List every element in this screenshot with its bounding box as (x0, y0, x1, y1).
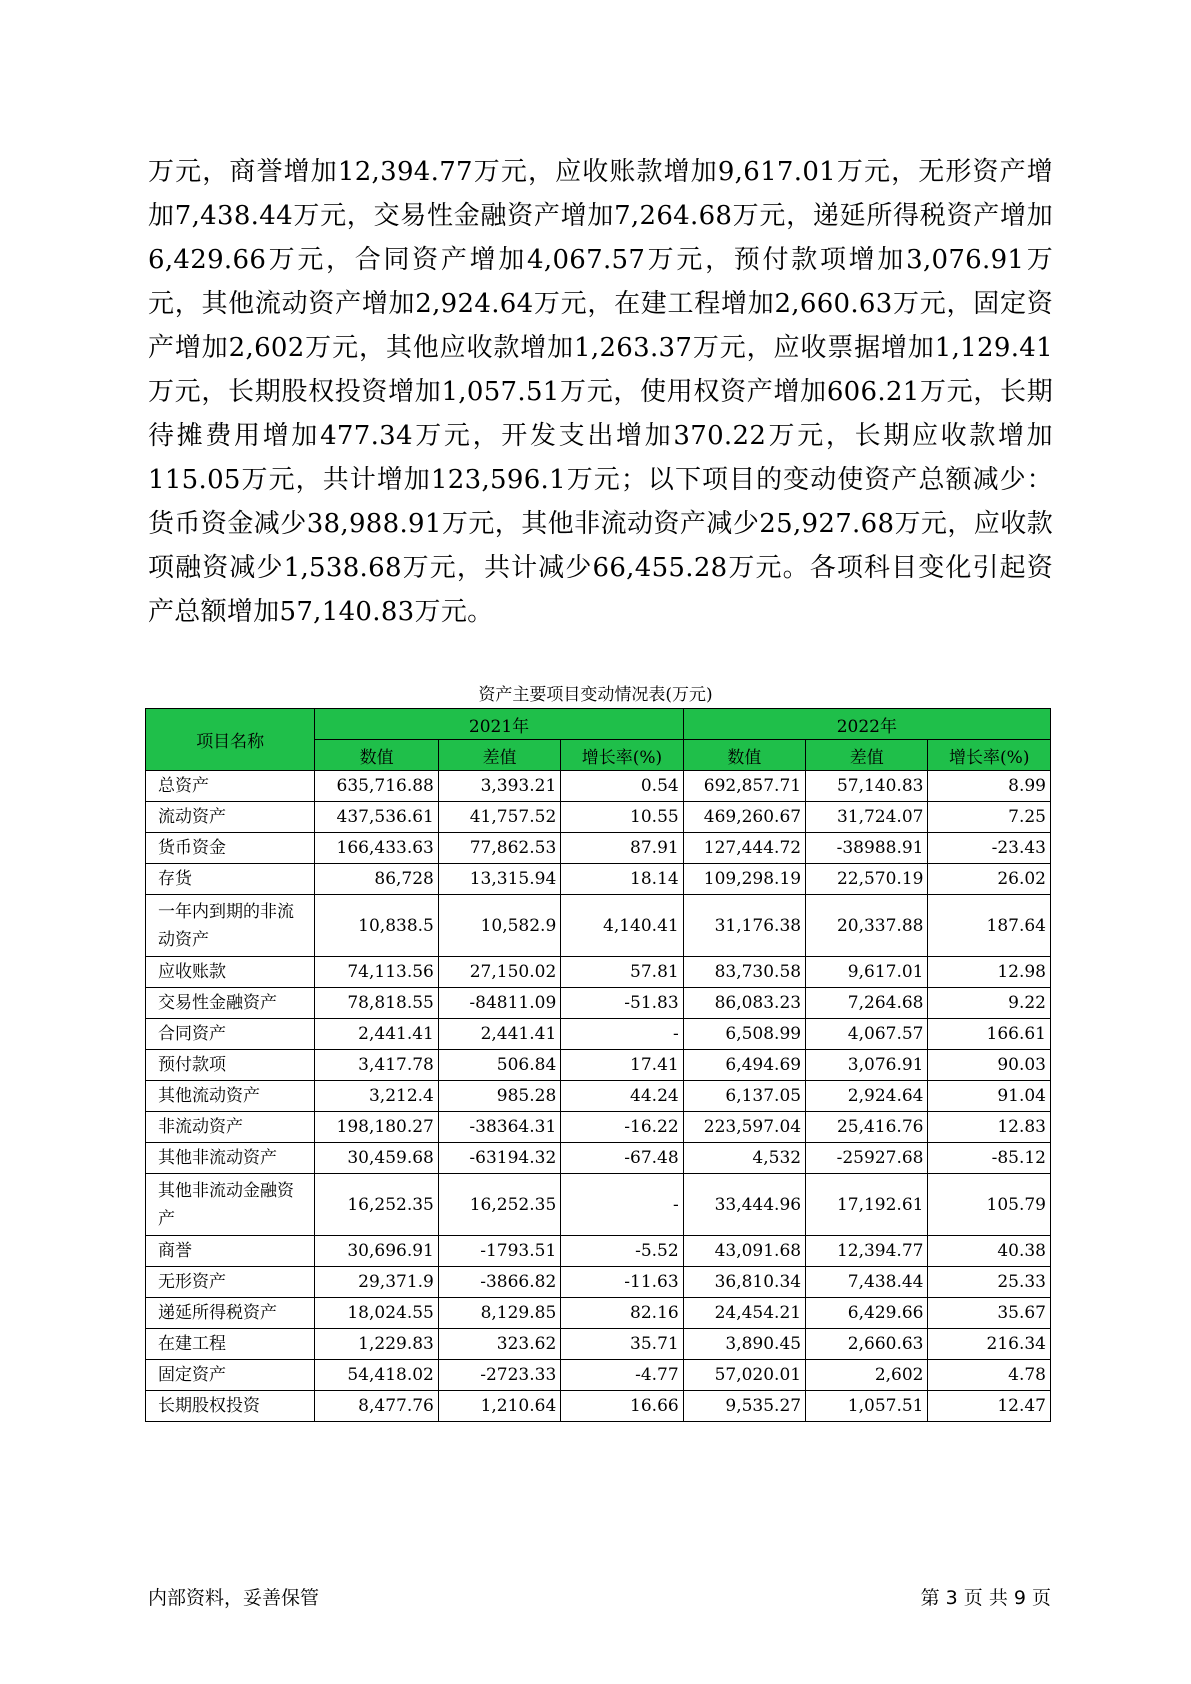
diff-2022-cell: 57,140.83 (806, 771, 928, 802)
rate-2021-cell: -51.83 (561, 988, 683, 1019)
diff-2022-cell: 22,570.19 (806, 864, 928, 895)
value-2021-cell: 29,371.9 (315, 1267, 438, 1298)
rate-2022-cell: 90.03 (928, 1050, 1051, 1081)
diff-2022-cell: 1,057.51 (806, 1391, 928, 1422)
value-2022-cell: 6,494.69 (683, 1050, 805, 1081)
row-name-cell: 一年内到期的非流动资产 (146, 895, 315, 957)
row-name-cell: 长期股权投资 (146, 1391, 315, 1422)
rate-2021-cell: 57.81 (561, 957, 683, 988)
table-row (146, 895, 1051, 957)
row-name-cell: 合同资产 (146, 1019, 315, 1050)
diff-2022-cell: 2,660.63 (806, 1329, 928, 1360)
rate-2022-cell: 12.98 (928, 957, 1051, 988)
rate-2022-cell: 25.33 (928, 1267, 1051, 1298)
rate-2021-cell: - (561, 1019, 683, 1050)
table-row (146, 1112, 1051, 1143)
value-2022-cell: 83,730.58 (683, 957, 805, 988)
diff-2022-cell: 20,337.88 (806, 895, 928, 957)
rate-2021-cell: -4.77 (561, 1360, 683, 1391)
row-name-cell: 非流动资产 (146, 1112, 315, 1143)
diff-2021-cell: -2723.33 (438, 1360, 560, 1391)
table-row (146, 1174, 1051, 1236)
value-2022-cell: 6,508.99 (683, 1019, 805, 1050)
rate-2022-cell: 216.34 (928, 1329, 1051, 1360)
row-name-cell: 商誉 (146, 1236, 315, 1267)
diff-2021-cell: -3866.82 (438, 1267, 560, 1298)
rate-2022-cell: 26.02 (928, 864, 1051, 895)
row-name-cell: 预付款项 (146, 1050, 315, 1081)
rate-2022-cell: 91.04 (928, 1081, 1051, 1112)
rate-2022-cell: 35.67 (928, 1298, 1051, 1329)
value-2022-cell: 223,597.04 (683, 1112, 805, 1143)
header-value-2022: 数值 (683, 740, 805, 771)
row-name-cell: 存货 (146, 864, 315, 895)
diff-2022-cell: 12,394.77 (806, 1236, 928, 1267)
rate-2022-cell: 12.83 (928, 1112, 1051, 1143)
value-2021-cell: 18,024.55 (315, 1298, 438, 1329)
rate-2021-cell: 10.55 (561, 802, 683, 833)
rate-2022-cell: -23.43 (928, 833, 1051, 864)
table-row (146, 1360, 1051, 1391)
diff-2021-cell: 1,210.64 (438, 1391, 560, 1422)
value-2021-cell: 10,838.5 (315, 895, 438, 957)
value-2021-cell: 437,536.61 (315, 802, 438, 833)
table-row (146, 864, 1051, 895)
table-body (146, 771, 1051, 1422)
diff-2022-cell: 4,067.57 (806, 1019, 928, 1050)
value-2021-cell: 30,696.91 (315, 1236, 438, 1267)
table-row (146, 833, 1051, 864)
rate-2021-cell: 18.14 (561, 864, 683, 895)
table-row (146, 988, 1051, 1019)
value-2021-cell: 3,417.78 (315, 1050, 438, 1081)
rate-2022-cell: 4.78 (928, 1360, 1051, 1391)
rate-2022-cell: 40.38 (928, 1236, 1051, 1267)
rate-2021-cell: -67.48 (561, 1143, 683, 1174)
table-row (146, 1391, 1051, 1422)
diff-2022-cell: 2,602 (806, 1360, 928, 1391)
value-2022-cell: 127,444.72 (683, 833, 805, 864)
rate-2022-cell: 166.61 (928, 1019, 1051, 1050)
value-2021-cell: 74,113.56 (315, 957, 438, 988)
diff-2022-cell: 7,438.44 (806, 1267, 928, 1298)
value-2021-cell: 16,252.35 (315, 1174, 438, 1236)
diff-2022-cell: 31,724.07 (806, 802, 928, 833)
rate-2022-cell: -85.12 (928, 1143, 1051, 1174)
diff-2021-cell: -1793.51 (438, 1236, 560, 1267)
footer-confidential-note: 内部资料，妥善保管 (148, 1587, 320, 1609)
body-paragraph: 万元，商誉增加12,394.77万元，应收账款增加9,617.01万元，无形资产增加7,438.44万元，交易性金融资产增加7,264.68万元，递延所得税资产增加6,429.66万元，合同资产增加4,067.57万元，预付款项增加3,076.91万元，其他流动资产增加2,924.64万元，在建工程增加2,660.63万元，固定资产增加2,602万元，其他应收款增加1,263.37万元，应收票据增加1,129.41万元，长期股权投资增加1,057.51万元，使用权资产增加606.21万元，长期待摊费用增加477.34万元，开发支出增加370.22万元，长期应收款增加115.05万元，共计增加123,596.1万元；以下项目的变动使资产总额减少：货币资金减少38,988.91万元，其他非流动资产减少25,927.68万元，应收款项融资减少1,538.68万元，共计减少66,455.28万元。各项科目变化引起资产总额增加57,140.83万元。 (148, 157, 1053, 627)
diff-2022-cell: -38988.91 (806, 833, 928, 864)
row-name-cell: 无形资产 (146, 1267, 315, 1298)
rate-2021-cell: 17.41 (561, 1050, 683, 1081)
header-year-2021: 2021年 (315, 709, 683, 740)
rate-2021-cell: 4,140.41 (561, 895, 683, 957)
table-row (146, 1267, 1051, 1298)
diff-2021-cell: 506.84 (438, 1050, 560, 1081)
row-name-cell: 交易性金融资产 (146, 988, 315, 1019)
rate-2021-cell: - (561, 1174, 683, 1236)
rate-2021-cell: 82.16 (561, 1298, 683, 1329)
diff-2021-cell: 27,150.02 (438, 957, 560, 988)
value-2022-cell: 31,176.38 (683, 895, 805, 957)
diff-2022-cell: 7,264.68 (806, 988, 928, 1019)
diff-2022-cell: 9,617.01 (806, 957, 928, 988)
table-row (146, 1019, 1051, 1050)
table-row (146, 1329, 1051, 1360)
diff-2022-cell: 25,416.76 (806, 1112, 928, 1143)
value-2021-cell: 1,229.83 (315, 1329, 438, 1360)
value-2022-cell: 6,137.05 (683, 1081, 805, 1112)
diff-2021-cell: 41,757.52 (438, 802, 560, 833)
header-year-2022: 2022年 (683, 709, 1050, 740)
row-name-cell: 其他流动资产 (146, 1081, 315, 1112)
value-2021-cell: 3,212.4 (315, 1081, 438, 1112)
diff-2022-cell: 17,192.61 (806, 1174, 928, 1236)
rate-2022-cell: 105.79 (928, 1174, 1051, 1236)
diff-2021-cell: -84811.09 (438, 988, 560, 1019)
header-item-name: 项目名称 (146, 709, 315, 771)
rate-2021-cell: -16.22 (561, 1112, 683, 1143)
row-name-cell: 在建工程 (146, 1329, 315, 1360)
table-row (146, 1081, 1051, 1112)
table-row (146, 1143, 1051, 1174)
table-row (146, 1236, 1051, 1267)
row-name-cell: 固定资产 (146, 1360, 315, 1391)
value-2021-cell: 54,418.02 (315, 1360, 438, 1391)
diff-2021-cell: 13,315.94 (438, 864, 560, 895)
value-2021-cell: 635,716.88 (315, 771, 438, 802)
rate-2021-cell: 44.24 (561, 1081, 683, 1112)
diff-2021-cell: 985.28 (438, 1081, 560, 1112)
value-2022-cell: 86,083.23 (683, 988, 805, 1019)
rate-2021-cell: -11.63 (561, 1267, 683, 1298)
rate-2021-cell: 0.54 (561, 771, 683, 802)
rate-2021-cell: 87.91 (561, 833, 683, 864)
header-diff-2022: 差值 (806, 740, 928, 771)
row-name-cell: 货币资金 (146, 833, 315, 864)
rate-2022-cell: 8.99 (928, 771, 1051, 802)
row-name-cell: 其他非流动资产 (146, 1143, 315, 1174)
diff-2021-cell: 10,582.9 (438, 895, 560, 957)
diff-2022-cell: 3,076.91 (806, 1050, 928, 1081)
value-2022-cell: 57,020.01 (683, 1360, 805, 1391)
header-diff-2021: 差值 (438, 740, 560, 771)
rate-2022-cell: 9.22 (928, 988, 1051, 1019)
header-rate-2022: 增长率(%) (928, 740, 1051, 771)
diff-2022-cell: 6,429.66 (806, 1298, 928, 1329)
table-header-row-years (146, 709, 1051, 740)
value-2022-cell: 3,890.45 (683, 1329, 805, 1360)
row-name-cell: 其他非流动金融资产 (146, 1174, 315, 1236)
row-name-cell: 总资产 (146, 771, 315, 802)
table-caption: 资产主要项目变动情况表(万元) (478, 685, 713, 705)
value-2021-cell: 8,477.76 (315, 1391, 438, 1422)
value-2021-cell: 86,728 (315, 864, 438, 895)
value-2022-cell: 36,810.34 (683, 1267, 805, 1298)
value-2022-cell: 9,535.27 (683, 1391, 805, 1422)
value-2021-cell: 30,459.68 (315, 1143, 438, 1174)
diff-2021-cell: -38364.31 (438, 1112, 560, 1143)
footer-page-number: 第 3 页 共 9 页 (920, 1587, 1051, 1609)
diff-2022-cell: -25927.68 (806, 1143, 928, 1174)
diff-2021-cell: 3,393.21 (438, 771, 560, 802)
table-row (146, 771, 1051, 802)
value-2022-cell: 109,298.19 (683, 864, 805, 895)
value-2021-cell: 2,441.41 (315, 1019, 438, 1050)
diff-2021-cell: 8,129.85 (438, 1298, 560, 1329)
table-row (146, 1298, 1051, 1329)
value-2022-cell: 33,444.96 (683, 1174, 805, 1236)
diff-2021-cell: 2,441.41 (438, 1019, 560, 1050)
table-row (146, 1050, 1051, 1081)
rate-2022-cell: 12.47 (928, 1391, 1051, 1422)
value-2021-cell: 78,818.55 (315, 988, 438, 1019)
rate-2022-cell: 187.64 (928, 895, 1051, 957)
diff-2021-cell: -63194.32 (438, 1143, 560, 1174)
diff-2022-cell: 2,924.64 (806, 1081, 928, 1112)
value-2022-cell: 43,091.68 (683, 1236, 805, 1267)
value-2022-cell: 24,454.21 (683, 1298, 805, 1329)
rate-2021-cell: 16.66 (561, 1391, 683, 1422)
value-2021-cell: 166,433.63 (315, 833, 438, 864)
table-row (146, 802, 1051, 833)
value-2022-cell: 469,260.67 (683, 802, 805, 833)
header-rate-2021: 增长率(%) (561, 740, 683, 771)
row-name-cell: 递延所得税资产 (146, 1298, 315, 1329)
diff-2021-cell: 16,252.35 (438, 1174, 560, 1236)
value-2022-cell: 4,532 (683, 1143, 805, 1174)
rate-2021-cell: -5.52 (561, 1236, 683, 1267)
row-name-cell: 流动资产 (146, 802, 315, 833)
rate-2022-cell: 7.25 (928, 802, 1051, 833)
diff-2021-cell: 77,862.53 (438, 833, 560, 864)
row-name-cell: 应收账款 (146, 957, 315, 988)
value-2022-cell: 692,857.71 (683, 771, 805, 802)
value-2021-cell: 198,180.27 (315, 1112, 438, 1143)
diff-2021-cell: 323.62 (438, 1329, 560, 1360)
header-value-2021: 数值 (315, 740, 438, 771)
rate-2021-cell: 35.71 (561, 1329, 683, 1360)
asset-change-table (145, 708, 1051, 1422)
table-row (146, 957, 1051, 988)
